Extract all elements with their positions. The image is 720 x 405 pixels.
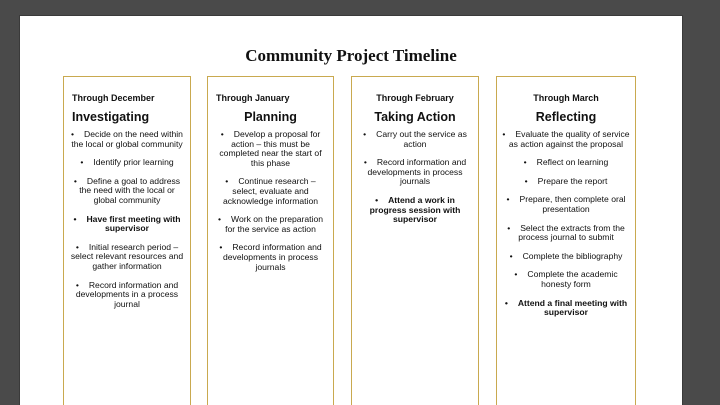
column-period: Through March [533,93,599,103]
column-phase: Taking Action [374,110,456,124]
column-phase: Investigating [72,110,150,124]
timeline-column-december [63,76,191,405]
task-text: Identify prior learning [93,157,174,168]
bullet-icon: • [363,157,367,168]
task-item [68,215,186,234]
timeline-column-january [207,76,334,405]
task-item [68,158,186,168]
task-text: Complete the bibliography [522,250,623,261]
task-text: Work on the preparation for the service as action [225,214,324,234]
task-text: Develop a proposal for action – this must be completed near the start of this phase [219,129,322,168]
document-title: Community Project Timeline [245,46,457,65]
task-item [356,196,474,225]
bullet-icon: • [219,242,223,253]
task-text: Record information and developments in process journals [367,157,467,187]
task-text: Record information and developments in process journals [222,242,322,272]
task-item [68,281,186,310]
task-item [501,270,631,289]
column-phase: Reflecting [535,110,597,124]
task-item [501,195,631,214]
task-list [212,130,329,272]
bullet-icon: • [514,269,518,280]
task-text: Carry out the service as action [376,129,467,149]
task-text: Select the extracts from the process journal to submit [518,222,625,243]
task-text: Complete the academic honesty form [527,269,618,289]
task-item [212,177,329,206]
bullet-icon: • [509,250,513,261]
document-page [20,16,682,405]
bullet-icon: • [502,129,506,139]
column-period: Through February [376,93,454,103]
task-list [356,130,474,225]
task-item [501,130,631,149]
task-text: Record information and developments in a process journal [75,279,179,309]
task-text: Have first meeting with supervisor [86,213,181,234]
timeline-column-march [496,76,636,405]
task-item [68,177,186,206]
task-item [501,224,631,243]
task-item [68,130,186,149]
column-period: Through December [72,93,155,103]
bullet-icon: • [73,175,77,186]
task-item [501,299,631,318]
task-item [212,215,329,234]
task-item [501,158,631,168]
bullet-icon: • [75,279,79,290]
task-text: Evaluate the quality of service as action against the proposal [508,129,630,149]
task-list [501,130,631,318]
bullet-icon: • [75,241,79,252]
task-item [356,130,474,149]
bullet-icon: • [217,214,221,225]
bullet-icon: • [523,157,527,168]
task-text: Prepare, then complete oral presentation [519,194,626,214]
task-text: Continue research – select, evaluate and acknowledge information [222,176,319,206]
bullet-icon: • [363,129,367,139]
task-text: Reflect on learning [536,157,609,168]
task-item [212,130,329,168]
bullet-icon: • [80,157,84,168]
task-text: Attend a final meeting with supervisor [517,297,628,318]
bullet-icon: • [375,194,379,205]
task-text: Initial research period – select relevant resources and gather information [70,241,184,271]
task-item [501,252,631,262]
task-list [68,130,186,309]
task-item [356,158,474,187]
task-item [212,243,329,272]
bullet-icon: • [504,297,508,308]
bullet-icon: • [73,213,77,224]
column-period: Through January [216,93,290,103]
bullet-icon: • [507,222,511,233]
bullet-icon: • [506,194,510,205]
bullet-icon: • [225,176,229,187]
bullet-icon: • [71,129,75,139]
task-text: Define a goal to address the need with the local or global community [79,175,181,205]
task-text: Attend a work in progress session with supervisor [369,194,461,225]
task-item [68,243,186,272]
task-text: Prepare the report [537,175,608,186]
column-phase: Planning [244,110,297,124]
task-text: Decide on the need within the local or global community [71,129,183,149]
bullet-icon: • [220,129,224,139]
timeline-column-february [351,76,479,405]
bullet-icon: • [524,175,528,186]
task-item [501,177,631,187]
